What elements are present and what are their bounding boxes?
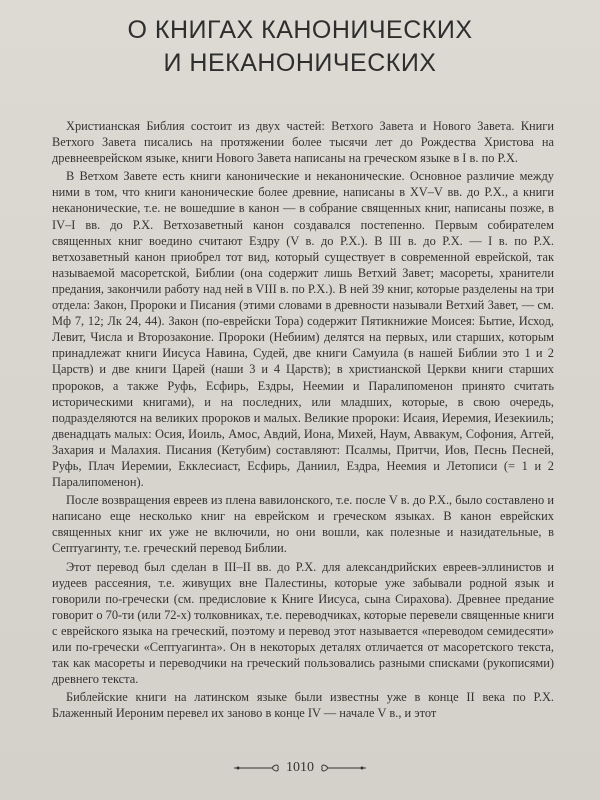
paragraph-1: Христианская Библия состоит из двух частей: Ветхого Завета и Нового Завета. Книги Ветхого Завета писались на протяжении более тысячи лет до Рождества Христова на древнееврейском языке, книги Нового Завета написаны на греческом языке в I в. по Р.Х. [52, 119, 554, 166]
paragraph-5: Библейские книги на латинском языке были известны уже в конце II века по Р.Х. Блаженный Иероним перевел их заново в конце IV — начале V в., и этот [52, 690, 554, 721]
body-text [52, 118, 554, 723]
left-ornament-icon [232, 762, 280, 774]
title-line-2: И НЕКАНОНИЧЕСКИХ [163, 49, 437, 77]
paragraph-3: После возвращения евреев из плена вавилонского, т.е. после V в. до Р.Х., было составлено и написано еще несколько книг на еврейском и греческом языках. В канон еврейских священных книг их уже не включили, но они вошли, как полезные и назидательные, в Септуагинту, т.е. греческий перевод Библии. [52, 493, 554, 556]
page-footer [0, 760, 600, 776]
paragraph-2: В Ветхом Завете есть книги канонические и неканонические. Основное различие между ними в том, что книги канонические более древние, написаны в XV–V вв. до Р.Х., а книги неканонические, т.е. не вошедшие в канон — в собрание священных книг, написаны позже, в IV–I вв. до Р.Х. Ветхозаветный канон создавался постепенно. Первым собирателем священных книг воедино считают Ездру (V в. до Р.Х.). В III в. до Р.Х. — I в. по Р.Х. ветхозаветный канон приобрел тот вид, который существует в современной еврейской, так называемой масоретской, Библии (она содержит лишь Ветхий Завет; масореты, хранители предания, закончили работу над ней в VIII в. по Р.Х.). В ней 39 книг, которые разделены на три отдела: Закон, Пророки и Писания (этими словами в древности называли Ветхий Завет, — см. Мф 7, 12; Лк 24, 44). Закон (по-еврейски Тора) содержит Пятикнижие Моисея: Бытие, Исход, Левит, Числа и Второзаконие. Пророки (Небиим) делятся на первых, или старших, которым принадлежат книги Иисуса Навина, Судей, две книги Самуила (в нашей Библии это 1 и 2 Царств) и две книги Царей (наши 3 и 4 Царств); в христианской Церкви книги старших пророков, а также Руфь, Есфирь, Ездры, Неемии и Паралипоменон принято считать историческими книгами), и на последних, или младших, которые, в свою очередь, подразделяются на великих пророков и малых. Великие пророки: Исаия, Иеремия, Иезекииль; двенадцать малых: Осия, Иоиль, Амос, Авдий, Иона, Михей, Наум, Аввакум, Софония, Аггей, Захария и Малахия. Писания (Кетубим) составляют: Псалмы, Притчи, Иов, Песнь Песней, Руфь, Плач Иеремии, Екклесиаст, Есфирь, Даниил, Ездра, Неемия и Летописи (= 1 и 2 Паралипоменон). [52, 169, 555, 490]
title-line-1: О КНИГАХ КАНОНИЧЕСКИХ [127, 16, 473, 44]
page-number: 1010 [286, 760, 314, 775]
page-title [0, 14, 600, 80]
right-ornament-icon [320, 762, 368, 774]
paragraph-4: Этот перевод был сделан в III–II вв. до Р.Х. для александрийских евреев-эллинистов и иудеев рассеяния, т.е. живущих вне Палестины, которые уже забывали родной язык и говорили по-гречески (см. предисловие к Книге Иисуса, сына Сирахова). Древнее предание говорит о 70-ти (или 72-х) толковниках, т.е. переводчиках, которые перевели священные книги с еврейского языка на греческий, поэтому и перевод этот называется «переводом семидесяти» или по-гречески «Септуагинта». Он в некоторых деталях отличается от масоретского текста, так как масореты и переводчики на греческий пользовались разными списками (рукописями) древнего текста. [52, 559, 554, 687]
